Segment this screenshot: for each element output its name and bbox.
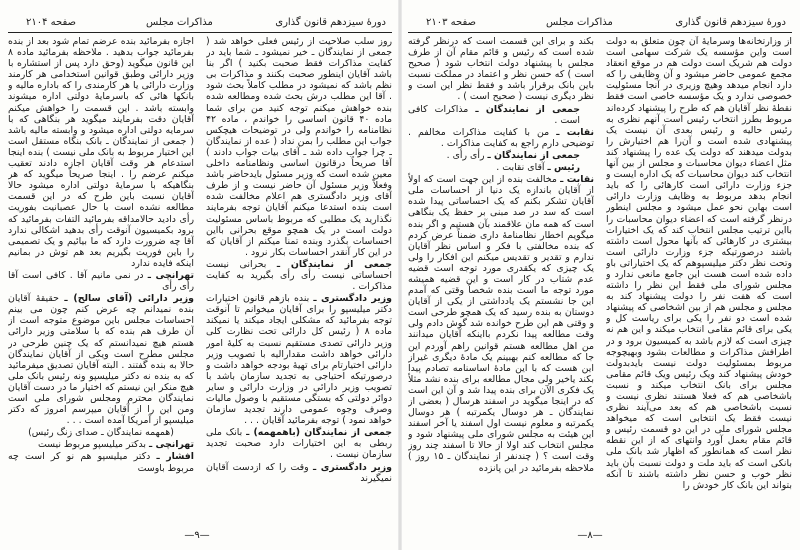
paragraph [606,36,792,491]
paragraph [408,36,594,103]
running-header [408,14,792,33]
paragraph-text: من با کفایت مذاکرات مخالفم . توضیحی دارم راجع به کفایت مذاکرات . [408,126,594,149]
paragraph [8,293,194,426]
paragraph-text: (همهمه نمایندگان ـ صدای زنگ رئیس) [28,427,174,439]
paragraph-text: وقت را که ازدست آقایان نمیگیرند [206,461,392,484]
speaker-name: تهرانچی ـ [147,269,194,281]
speaker-name: نقابت ـ [556,126,594,138]
paragraph-text: بدکتر میلیسپو مربوط نیست [37,439,149,451]
page-number: —۸— [577,530,603,541]
paragraph-text: حقیقهٔ آقایان بنده نمیدانم چه عرض کنم چون می بینم احساسات مجلس باین موضوع متوجه است از آن طرف هم بنده که با سلامتی وزیر دارائی هستم هیچ نمیدانستم که یک چنین طرحی در مجلس مطرح است ویکی از آقایان نمایندگان حالا به بنده گفتند . البته آقایان تصدیق میفرمائید که به بنده نه دکتر میلیسپو ونه رئیس بانک ملی هیچ منکر این نیستم که اختیار ما در دست آقایان نمایندگان محترم ومجلس شورای ملی است ومن این را از آقایان میپرسم امروز که دکتر میلیسپو از آمریکا آمده است . . . [8,293,194,427]
text-column-left [8,36,194,526]
paragraph [408,104,594,126]
paragraph [8,270,194,292]
paragraph-text: بانک ملی ربطی به این اختیارات دارد صحبت تجدید سازمان نیست . [206,427,392,461]
paragraph-text: روز سلب صلاحیت از رئیس فعلی خواهد شد ( جمعی از نمایندگان ـ خیر نمیشود ـ شما باید در کفایت مذاکرات فقط صحبت بکنید ) اگر بنا باشد آقایان اینطور صحبت بکنند و مذاکرات بی نظم باشد که نمیشود در مطلب کاملاً بحث شود . آقا این مطلب درش بحث شده ومطالعه شده بنده خواهش میکنم توجه کنید من برای شما ماده ۴۰ قانون اساسی را خواندم ، ماده ۴۲ نظامنامه را خواندم ولی در توضیحات هیچکس جواب این مطلب را بمن نداد ( عده از نمایندگان ـ چرا جواب داده شد ـ آقای بیات جواب دادند ) آقا صریحاً درقانون اساسی ونظامنامه داخلی معین شده است که وزیر مسئول بایدحاضر باشد وفعلاً وزیر مسئول آن حاضر نیست و از طرف آقای وزیر دادگستری هم اعلام مخالفت شده است بنده استدعا میکنم آقایان توجه بفرمایند نگذارید یک مطلبی که مربوط باساس مسئولیت دولت است در یک همچو موقع بحرانی بااین احساسات بگذرد وبنده تمنا میکنم از آقایان که در این کار آنقدر احساسات بکار نرود . [206,36,392,258]
paragraph [8,439,194,450]
speaker-name: جمعی از نمایندگان ـ [475,103,580,115]
paragraph [206,293,392,426]
paragraph-text: بحرانی نیست احساساتی نیست رأی رأی بگیرید به کفایت مذاکرات . [206,258,392,293]
paragraph [408,174,594,474]
speaker-name: رئیس ـ [547,162,580,174]
paragraph [206,36,392,258]
speaker-name: جمعی از نمایندگان ـ [487,149,580,161]
text-column-right [206,36,392,526]
speaker-name: وزیر دادگستری ـ [312,461,392,473]
paragraph-text: آقای نقابت . [496,162,548,174]
speaker-name: وزیر دارائی (آقای سالح) ـ [64,293,194,305]
speaker-name: نقابت ـ [560,174,594,186]
paragraph [408,162,594,173]
paragraph-text: مذاکرات کافی است . [408,103,580,126]
paragraph-text: در نمی مانیم آقا . کافی است آقا رأی رأی [8,269,194,293]
speaker-name: وزیر دادگستری ـ [313,293,392,305]
speaker-name: جمعی از نمایندگان (باهمهمه) ـ [246,427,392,439]
speaker-name: تهرانچی ـ [149,439,194,451]
header-title: مذاکرات مجلس [146,17,213,28]
running-header [8,14,392,33]
paragraph-text: دکتر میلیسپو هم نو کر است چه مربوط باوست [8,451,194,474]
paragraph [206,462,392,484]
speaker-name: افشار ـ [156,451,194,463]
paragraph-text: بکند و برای این قسمت است که درنظر گرفته شده است که رئیس و قائم مقام آن از طرف مجلس با پیشنهاد دولت انتخاب شود ( صحیح است ) که حسن نظر و اعتماد در مملکت نسبت باین بانک برقرار باشد و فقط نظر این است و نظر دیگری نیست ( صحیح است ) . [408,36,594,103]
session-label: دورهٔ سیزدهم قانون گذاری [675,17,786,28]
text-column-left [408,36,594,526]
paragraph [8,36,194,269]
text-column-right [606,36,792,526]
paragraph-text: اجازه بفرمائید بنده عرضم تمام شود بعد از بنده بفرمائید جواب بدهید . ملاحظه بفرمائید ماده ۸ این قانون میگوید (وحق دارد پس از استشاره با وزیر دارائی وطبق قوانین استخدامی هر کارمند وزارت دارائی یا هر کارمندی را که باداره مالیه و بانکها هائی که باسرمایهٔ دولتی اداره میشوند وابسته باشد . این قسمت را خواهش میکنم آقایان دقت بفرمایند میگوید هر بنگاهی که با سرمایه دولتی اداره میشود و وابسته مالیه باشد ( جمعی از نمایندگان ـ بانک بنگاه مستقل است این اختیار مربوط به بانک ملی نیست ) بنده اینجا استدعام هر وقت آقایان اجازه دادند تعقیب میکنم عرضم را . اینجا صریحاً میگوید که هر بنگاهیکه با سرمایهٔ دولتی اداره میشود حالا آقایان نسبت باین طرح که در این قسمت مطالعه نشده است با حال عصبانیت بفوریت رأی دادید حالامداقه بفرمائید التفات بفرمائید که برود بکمیسیون آنوقت رأی بدهید اشکالی ندارد آقا چه ضرورت دارد که ما بیائیم و یک تصمیمی را باین فوریت بگیریم بعد هم توش در بمانیم اینکه فایده ندارد [8,36,194,269]
paragraph [408,150,594,161]
header-title: مذاکرات مجلس [546,17,613,28]
right-page [400,0,800,550]
paragraph [206,259,392,292]
paragraph [8,451,194,473]
paragraph [8,427,194,438]
paragraph-text: از وزارتخانه‌ها وسرمایهٔ آن چون متعلق به دولت است واین مؤسسه یک شرکت سهامی است دولت هم شریک است دولت هم در موقع انعقاد مجمع عمومی حاضر میشود و آن وظایفی را که دارد انجام میدهد وهیچ وزیری در آنجا مسئولیت خصوصی ندارد و یک مؤسسه خاصی است فقط نقطهٔ نظر آقایان هم که طرح را پیشنهاد کرده‌اند مربوط بطرز انتخاب رئیس است آنهم نظری به رئیس حالیه و رئیس بعدی آن نیست یک پیشنهادی شده است و آن‌را هم اختیارش را بدولت میدهند که دولت یک عده را پیشنهاد کند مثل اعضاء دیوان محاسبات و مجلس از بین آنها انتخاب کند دیوان محاسبات که یک اداره ایست و جزء وزارت دارائی است کارهائی را که باید انجام بدهد مربوط به وظایف وزارت دارائی است بهاین نحو عمل میشود و مجلس اینطور درنظر گرفته است که اعضاء دیوان محاسبات را بااین ترتیب مجلس انتخاب کند که یک اختیارات بیشتری در کارهائی که بآنها محول است داشته باشند درصورتیکه جزء وزارت دارائی است وتحت نظر دکتر میلیسپوهم که یک اختیاراتی باو داده شده است هست این جامع مانعی ندارد و مجلس شورای ملی فقط این نظر را داشته است که هفت نفر را دولت پیشنهاد کند به مجلس و مجلس هم از بین اشخاصی که پیشنهاد شده است دو نفر را یکی برای ریاست کل و یکی برای قائم مقامی انتخاب میکند و این هم نه چیزی است که لازم باشد به کمیسیون برود و در اطرافش مذاکرات و مطالعات بشود وبهیچوجه مربوط بمسئولیت دولت نیست بایدبدولت خودش پیشنهاد کند ویک رئیس ویک قائم مقامی مجلس برای بانک انتخاب میکند و نسبت باشخاصی هم که فعلا هستند نظری نیست و نسبت باشخاصی هم که بعد می‌آیند نظری نیست فقط یک انتخابی است که میخواهد مجلس شورای ملی در این دو قسمت رئیس و قائم مقام بعمل آورد وانتهای که از این نقطه نظر است که همانطور که اظهار شد بانک ملی بانکی است که باید ملت و دولت نسبت بآن باید نظر خوب و حسن نظر داشته باشند تا آنکه بتواند این بانک کار خودش را [606,36,792,491]
paragraph [206,427,392,460]
paragraph-text: بنده بازهم قانون اختیارات دکتر میلیسپو را برای آقایان میخوانم تا آنوقت توجه بفرمائید که مشکلی ایجاد میکند یا نمیکند ماده ۸ ( رئیس کل دارائی تحت نظارت کلی وزیر دارائی تصدی مستقیم نسبت به کلیهٔ امور دارائی خواهد داشت مقداراليه با تصویب وزیر دارائی اختیارتام برای تهیهٔ بودجه خواهد داشت و درصورتیکه احتیاجی به تجدید سازمان باشد با تصویب وزیر دارائی در وزارت دارائی و سایر دوائر دولتی که بستگی مستقیم با وصول مالیات وصرف وجوه عمومی دارند تجدید سازمان خواهد نمود ) توجه بفرمائید آقایان . . . [206,293,392,427]
page-number: —۹— [184,530,210,541]
page-label: صفحه ۲۱۰۴ [26,17,77,28]
paragraph-text: رأی رأی . [446,149,488,161]
paragraph [408,127,594,149]
paragraph-text: مخالفت بنده از این جهت است که اولاً از آقایان باندازه یک دنیا از احساسات ملی آقایان تشکر بکنم که یک احساساتی پیدا شده است که سد در صد مبنی بر حفظ یک بنگاهی است که همه مان علاقمند بآن هستیم و اگر بنده میگویم اخطار نظامنامهٔ داری ضمناً عرض کردم که بنده مخالفتی با فکر و اساس نظر آقایان ندارم و تقدیر و تقدیس میکنم این افکار را ولی یک چیزی که یکقدری مورد توجه است قضیه عدم شتاب در کار است و این قضیه همیشه مورد توجه ما است بنده شخصاً وقتی که آمدم این جا نشستم یک یادداشتی از یکی از آقایان دوستان به بنده رسید که یک همچو طرحی است و وقتی هم این طرح خوانده شد گوش دادم ولی وقت مطالعه پیدا نکردم بااینکه آقایان میدانند من اهل مطالعه هستم قوانین راهم آوردم این جا که مطالعه کنم بهبینم یک مادهٔ دیگری غیراز این هست که با این مادهٔ اساسنامه تصادم پیدا بکند یاخیر ولی مجال مطالعه برای بنده نشد مثلاً یک فکری الآن برای بنده پیدا شد و آن این است که در اینجا میگوید در اسفند هرسال ( بعضی از نمایندگان ـ هر دوسال یکمرتبه ) هر دوسال یکمرتبه و معلوم نیست اول اسفند یا آخر اسفند این هیئت به مجلس شورای ملی پیشنهاد شود و مجلس انتخاب کند اولا از حالا تا اسفند چند روز وقت است ؟ ( چندنفر از نمایندگان ـ ۱۵ روز ) ملاحظه بفرمائید در این پانزده [408,174,594,474]
session-label: دورهٔ سیزدهم قانون گذاری [275,17,386,28]
speaker-name: جمعی از نمایندگان ـ [276,258,392,270]
page-label: صفحه ۲۱۰۳ [426,17,477,28]
